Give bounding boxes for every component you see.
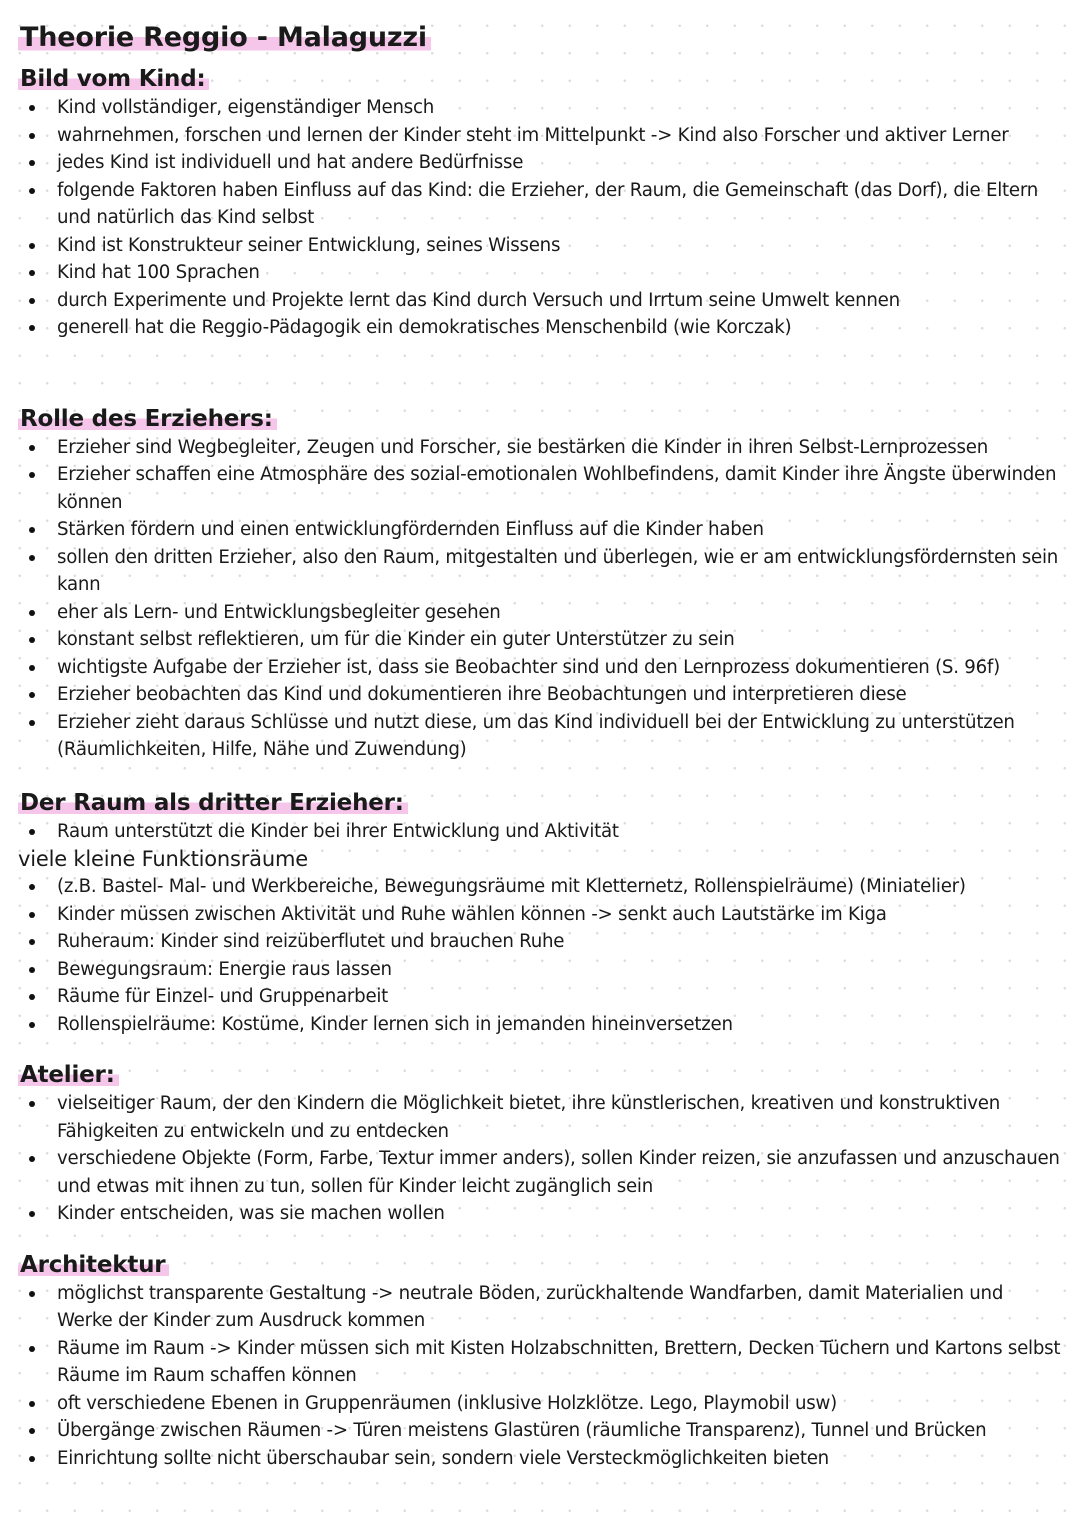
list-item: Kind ist Konstrukteur seiner Entwicklung, seines Wissens — [18, 232, 1064, 260]
section-raum — [18, 788, 1064, 1039]
section-atelier — [18, 1060, 1064, 1228]
bullet-list — [18, 1090, 1064, 1228]
section-architektur — [18, 1250, 1064, 1473]
list-item: Erzieher schaffen eine Atmosphäre des sozial-emotionalen Wohlbefindens, damit Kinder ihre Ängste überwinden können — [18, 461, 1064, 516]
list-item: (z.B. Bastel- Mal- und Werkbereiche, Bewegungsräume mit Kletternetz, Rollenspielräume) (Miniatelier) — [18, 873, 1064, 901]
list-item: Erzieher sind Wegbegleiter, Zeugen und Forscher, sie bestärken die Kinder in ihren Selbst-Lernprozessen — [18, 434, 1064, 462]
list-item: folgende Faktoren haben Einfluss auf das Kind: die Erzieher, der Raum, die Gemeinschaft (das Dorf), die Eltern und natürlich das Kind selbst — [18, 177, 1064, 232]
list-item: Ruheraum: Kinder sind reizüberflutet und brauchen Ruhe — [18, 928, 1064, 956]
section-heading-text: Der Raum als dritter Erzieher: — [18, 790, 408, 816]
list-item: Kind vollständiger, eigenständiger Mensch — [18, 94, 1064, 122]
section-heading — [18, 1060, 1064, 1090]
section-bild-vom-kind — [18, 64, 1064, 342]
list-item: wichtigste Aufgabe der Erzieher ist, dass sie Beobachter sind und den Lernprozess dokumentieren (S. 96f) — [18, 654, 1064, 682]
list-item: möglichst transparente Gestaltung -> neutrale Böden, zurückhaltende Wandfarben, damit Materialien und Werke der Kinder zum Ausdruck kommen — [18, 1280, 1064, 1335]
list-item: Einrichtung sollte nicht überschaubar sein, sondern viele Versteckmöglichkeiten bieten — [18, 1445, 1064, 1473]
list-item: Erzieher beobachten das Kind und dokumentieren ihre Beobachtungen und interpretieren diese — [18, 681, 1064, 709]
section-heading-text: Bild vom Kind: — [18, 66, 209, 92]
list-item: Räume für Einzel- und Gruppenarbeit — [18, 983, 1064, 1011]
page-title-text: Theorie Reggio - Malaguzzi — [18, 22, 431, 53]
list-item: Kinder müssen zwischen Aktivität und Ruhe wählen können -> senkt auch Lautstärke im Kiga — [18, 901, 1064, 929]
page-title — [18, 18, 1064, 58]
section-rolle-des-erziehers — [18, 404, 1064, 764]
section-heading-text: Rolle des Erziehers: — [18, 406, 277, 432]
section-heading — [18, 1250, 1064, 1280]
list-item: Erzieher zieht daraus Schlüsse und nutzt diese, um das Kind individuell bei der Entwicklung zu unterstützen (Räumlichkeiten, Hilfe, Nähe und Zuwendung) — [18, 709, 1064, 764]
list-item: Übergänge zwischen Räumen -> Türen meistens Glastüren (räumliche Transparenz), Tunnel und Brücken — [18, 1417, 1064, 1445]
list-item: konstant selbst reflektieren, um für die Kinder ein guter Unterstützer zu sein — [18, 626, 1064, 654]
section-heading — [18, 788, 1064, 818]
bullet-list — [18, 94, 1064, 342]
list-item: sollen den dritten Erzieher, also den Raum, mitgestalten und überlegen, wie er am entwicklungsfördernsten sein kann — [18, 544, 1064, 599]
list-item: jedes Kind ist individuell und hat andere Bedürfnisse — [18, 149, 1064, 177]
list-item: generell hat die Reggio-Pädagogik ein demokratisches Menschenbild (wie Korczak) — [18, 314, 1064, 342]
section-heading-text: Architektur — [18, 1252, 169, 1278]
list-item: durch Experimente und Projekte lernt das Kind durch Versuch und Irrtum seine Umwelt kennen — [18, 287, 1064, 315]
subheading: viele kleine Funktionsräume — [18, 847, 308, 871]
list-item: Räume im Raum -> Kinder müssen sich mit Kisten Holzabschnitten, Brettern, Decken Tüchern und Kartons selbst Räume im Raum schaffen können — [18, 1335, 1064, 1390]
section-heading — [18, 64, 1064, 94]
list-item: Rollenspielräume: Kostüme, Kinder lernen sich in jemanden hineinversetzen — [18, 1011, 1064, 1039]
list-item: verschiedene Objekte (Form, Farbe, Textur immer anders), sollen Kinder reizen, sie anzufassen und anzuschauen und etwas mit ihnen zu tun, sollen für Kinder leicht zugänglich sein — [18, 1145, 1064, 1200]
bullet-list — [18, 818, 1064, 846]
list-item: eher als Lern- und Entwicklungsbegleiter gesehen — [18, 599, 1064, 627]
list-item: Raum unterstützt die Kinder bei ihrer Entwicklung und Aktivität — [18, 818, 1064, 846]
list-item: Stärken fördern und einen entwicklungfördernden Einfluss auf die Kinder haben — [18, 516, 1064, 544]
section-heading-text: Atelier: — [18, 1062, 119, 1088]
list-item: Bewegungsraum: Energie raus lassen — [18, 956, 1064, 984]
list-item: wahrnehmen, forschen und lernen der Kinder steht im Mittelpunkt -> Kind also Forscher und aktiver Lerner — [18, 122, 1064, 150]
section-heading — [18, 404, 1064, 434]
bullet-list — [18, 873, 1064, 1038]
bullet-list — [18, 434, 1064, 764]
list-item: Kinder entscheiden, was sie machen wollen — [18, 1200, 1064, 1228]
bullet-list — [18, 1280, 1064, 1473]
list-item: vielseitiger Raum, der den Kindern die Möglichkeit bietet, ihre künstlerischen, kreativen und konstruktiven Fähigkeiten zu entwickeln und zu entdecken — [18, 1090, 1064, 1145]
list-item: Kind hat 100 Sprachen — [18, 259, 1064, 287]
list-item: oft verschiedene Ebenen in Gruppenräumen (inklusive Holzklötze. Lego, Playmobil usw) — [18, 1390, 1064, 1418]
